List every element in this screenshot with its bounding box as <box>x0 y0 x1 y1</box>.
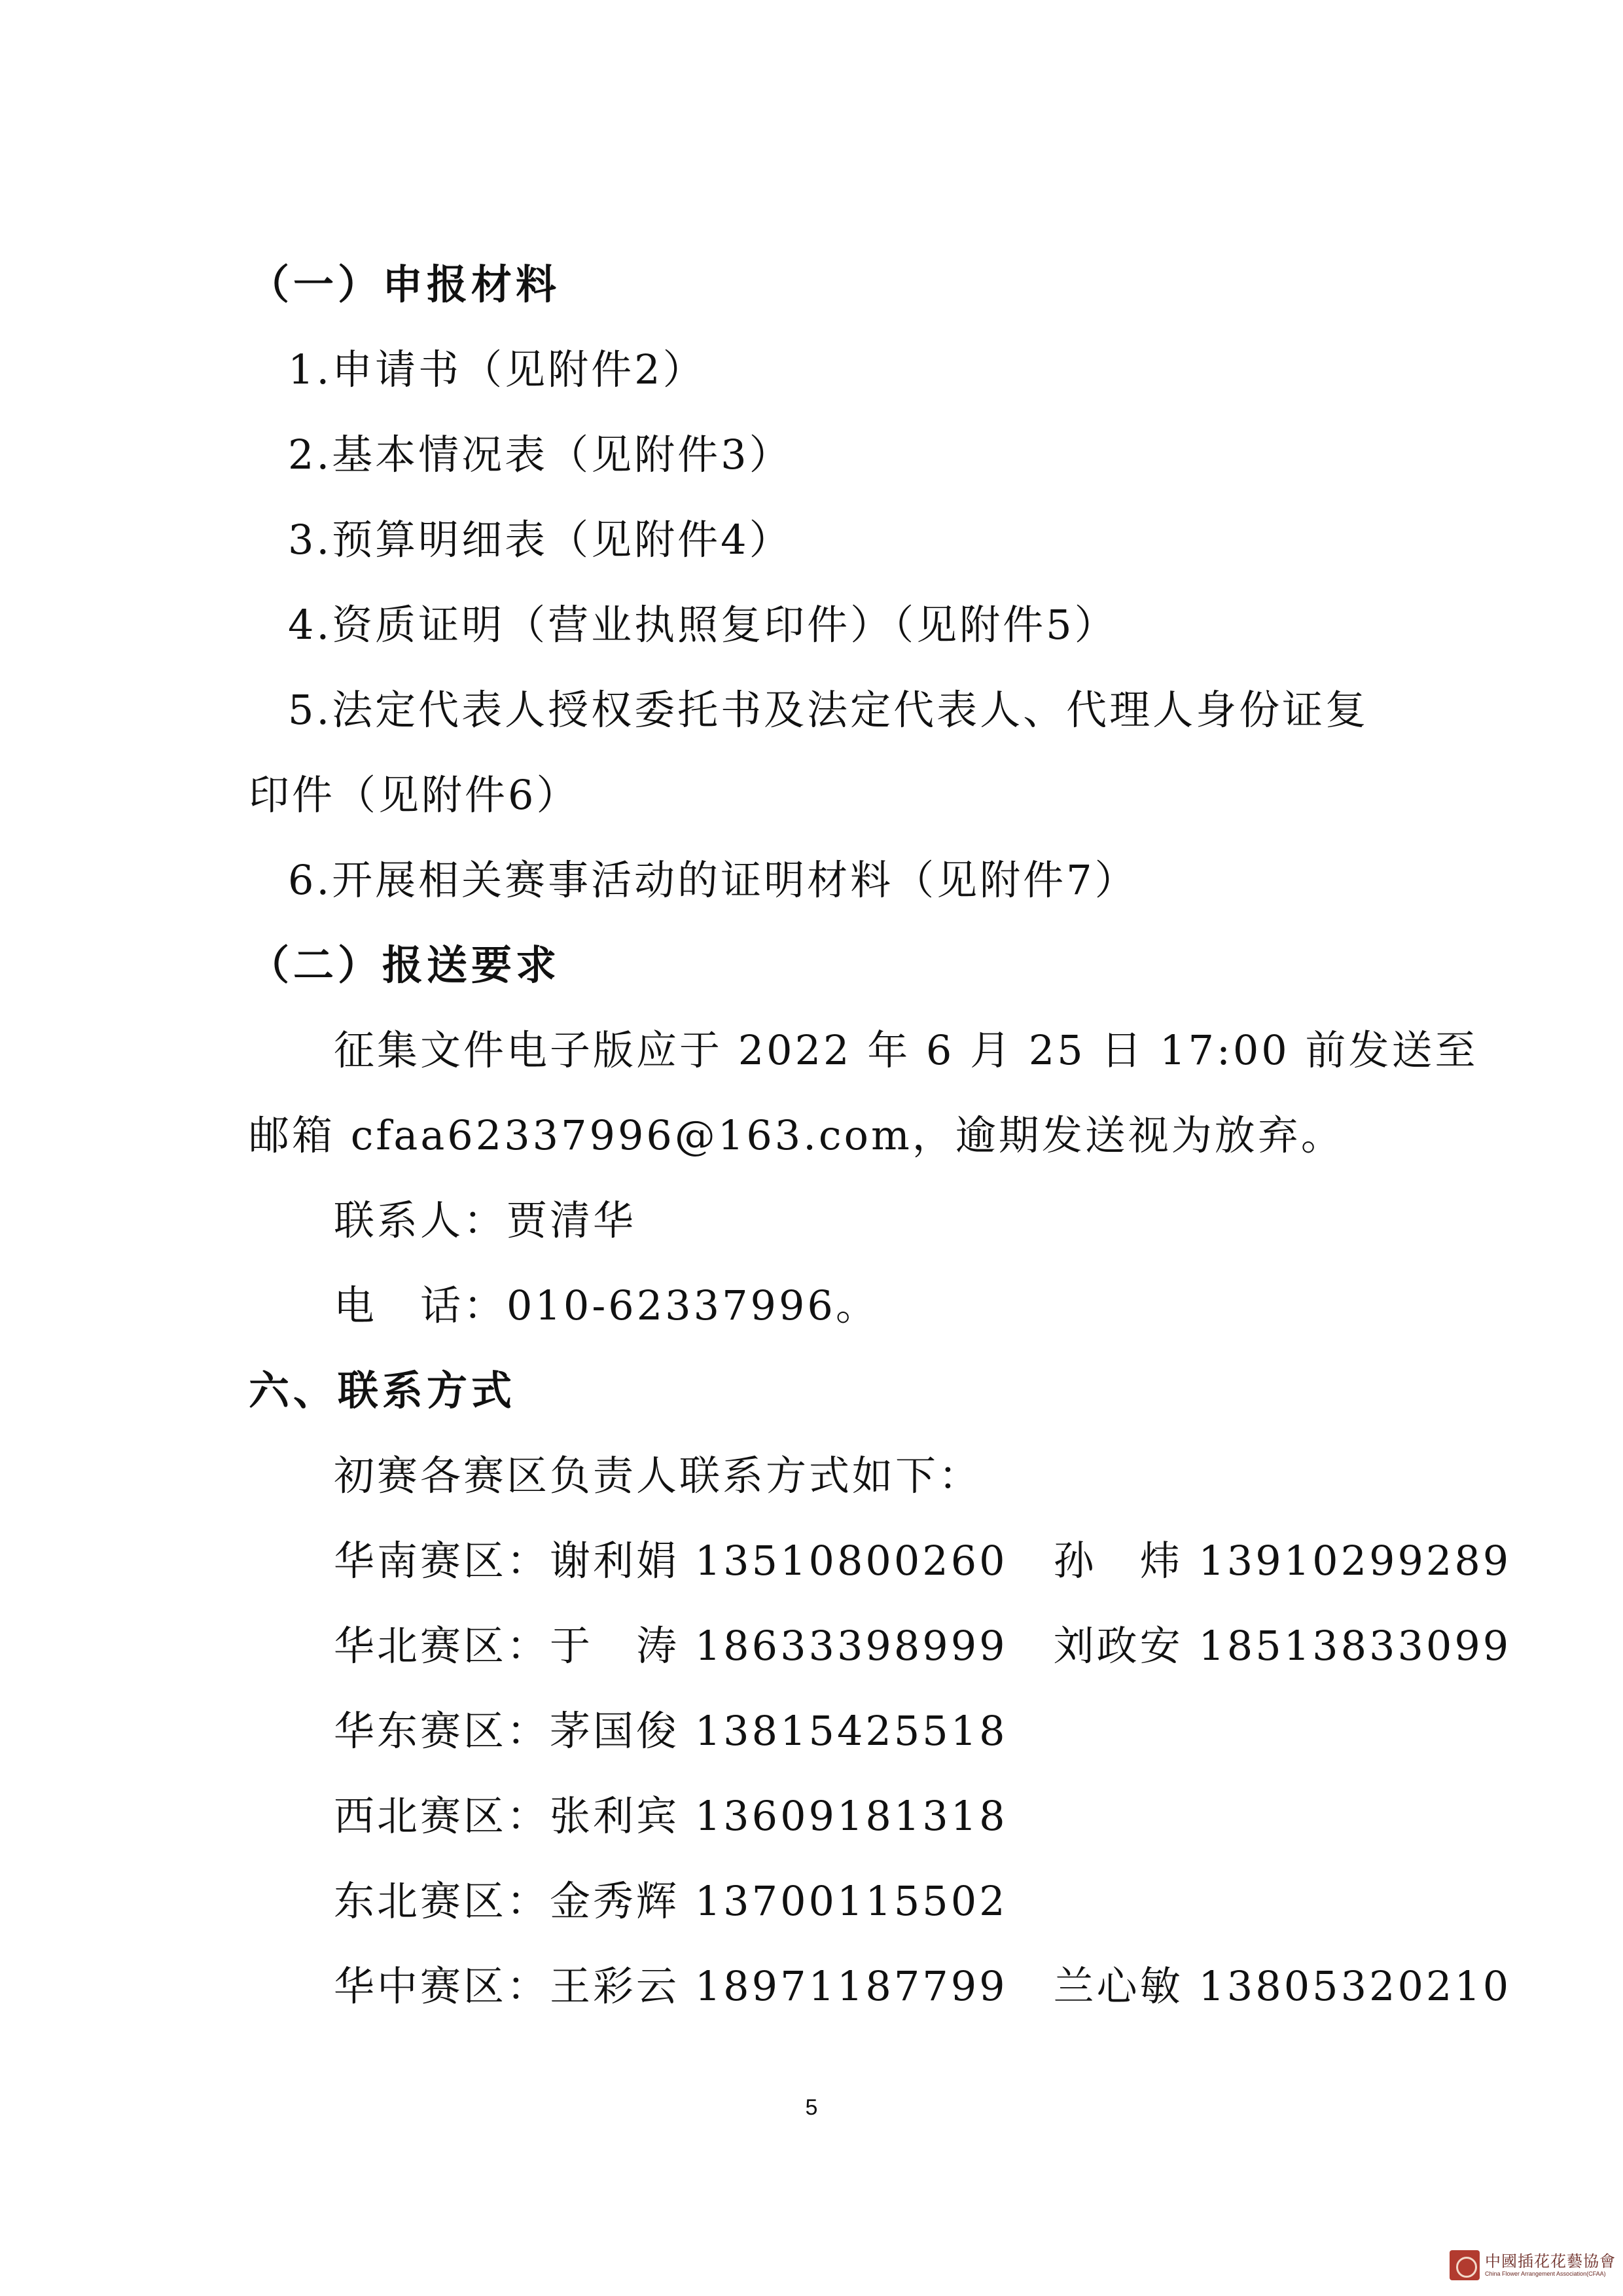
region-contact-1: 于 涛 18633398999 <box>550 1622 1008 1670</box>
materials-item-5-cont: 印件（见附件6） <box>249 771 580 819</box>
region-row <box>334 1620 1511 1672</box>
materials-item-5: 5.法定代表人授权委托书及法定代表人、代理人身份证复 <box>288 686 1369 734</box>
region-row <box>334 1875 1008 1928</box>
submission-line-1: 征集文件电子版应于 2022 年 6 月 25 日 17:00 前发送至 <box>334 1026 1478 1074</box>
region-row <box>334 1705 1008 1757</box>
region-contact-1: 张利宾 13609181318 <box>550 1792 1008 1840</box>
region-row <box>334 1535 1511 1587</box>
materials-item-1: 1.申请书（见附件2） <box>288 346 706 393</box>
association-logo <box>1450 2250 1616 2280</box>
contact-heading: 六、联系方式 <box>249 1367 516 1414</box>
region-contact-1: 金秀辉 13700115502 <box>550 1877 1008 1925</box>
contact-person: 联系人：贾清华 <box>334 1196 637 1244</box>
region-label: 华北赛区： <box>334 1622 550 1670</box>
contact-phone: 电 话：010-62337996。 <box>334 1282 879 1329</box>
logo-cn: 中國插花花藝協會 <box>1485 2252 1616 2270</box>
region-contact-1: 茅国俊 13815425518 <box>550 1707 1008 1755</box>
materials-item-3: 3.预算明细表（见附件4） <box>288 516 793 564</box>
regions-intro: 初赛各赛区负责人联系方式如下： <box>334 1452 982 1499</box>
materials-item-4: 4.资质证明（营业执照复印件）（见附件5） <box>288 601 1118 649</box>
submission-heading: （二）报送要求 <box>249 941 561 989</box>
region-row <box>334 1960 1511 2013</box>
region-contact-1: 谢利娟 13510800260 <box>550 1537 1008 1585</box>
region-contact-2: 兰心敏 13805320210 <box>1053 1962 1512 2010</box>
region-contact-1: 王彩云 18971187799 <box>550 1962 1008 2010</box>
materials-item-2: 2.基本情况表（见附件3） <box>288 431 793 478</box>
region-contact-2: 孙 炜 13910299289 <box>1053 1537 1512 1585</box>
region-row <box>334 1790 1008 1842</box>
region-label: 东北赛区： <box>334 1877 550 1925</box>
page-number: 5 <box>805 2095 818 2120</box>
region-label: 华东赛区： <box>334 1707 550 1755</box>
region-label: 西北赛区： <box>334 1792 550 1840</box>
region-label: 华中赛区： <box>334 1962 550 2010</box>
region-contact-2: 刘政安 18513833099 <box>1053 1622 1512 1670</box>
logo-text <box>1485 2253 1616 2277</box>
region-label: 华南赛区： <box>334 1537 550 1585</box>
materials-item-6: 6.开展相关赛事活动的证明材料（见附件7） <box>288 856 1138 904</box>
submission-line-2: 邮箱 cfaa62337996@163.com，逾期发送视为放弃。 <box>249 1111 1344 1159</box>
materials-heading: （一）申报材料 <box>249 260 561 308</box>
flower-seal-icon <box>1450 2250 1480 2280</box>
logo-en: China Flower Arrangement Association(CFAA) <box>1485 2270 1606 2277</box>
